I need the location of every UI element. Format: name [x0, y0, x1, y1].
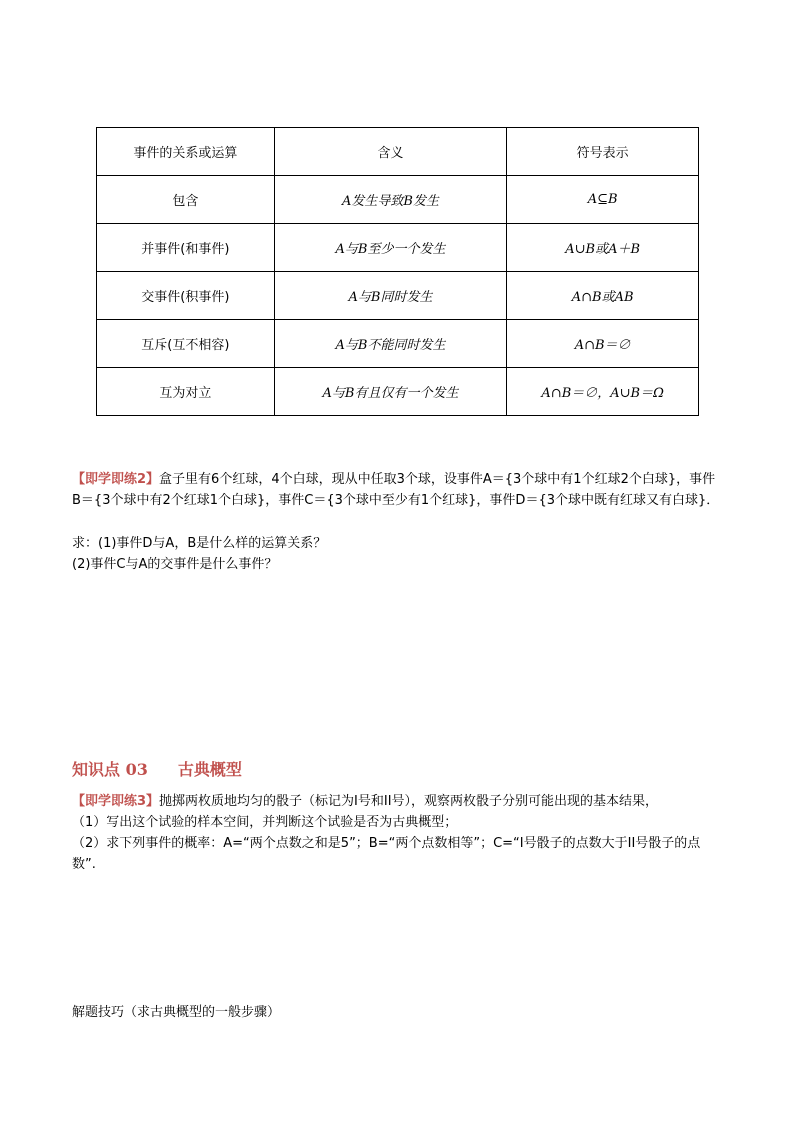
symbol-cell: A⊆B	[507, 176, 699, 224]
section-number: 知识点 03	[72, 760, 148, 779]
exercise-3-question-2: （2）求下列事件的概率：A=“两个点数之和是5”；B=“两个点数相等”；C=“I号骰子的点数大于II号骰子的点数”.	[72, 836, 701, 872]
relation-cell: 并事件(和事件)	[97, 224, 275, 272]
meaning-cell: A与B至少一个发生	[274, 224, 507, 272]
relation-cell: 包含	[97, 176, 275, 224]
header-symbol: 符号表示	[507, 128, 699, 176]
symbol-cell: A∩B或AB	[507, 272, 699, 320]
meaning-cell: A与B有且仅有一个发生	[274, 368, 507, 416]
exercise-3-question-1: （1）写出这个试验的样本空间，并判断这个试验是否为古典概型；	[72, 815, 458, 830]
relation-cell: 交事件(积事件)	[97, 272, 275, 320]
exercise-2-body: 盒子里有6个红球，4个白球，现从中任取3个球，设事件A＝{3个球中有1个红球2个白球}，事件B＝{3个球中有2个红球1个白球}，事件C＝{3个球中至少有1个红球}，事件D＝{3个球中既有红球又有白球}．	[72, 472, 720, 508]
section-heading	[72, 757, 242, 780]
relation-cell: 互斥(互不相容)	[97, 320, 275, 368]
exercise-2-question-2: (2)事件C与A的交事件是什么事件？	[72, 557, 278, 572]
table-row	[97, 176, 699, 224]
symbol-cell: A∩B＝∅	[507, 320, 699, 368]
meaning-cell: A发生导致B发生	[274, 176, 507, 224]
header-meaning: 含义	[274, 128, 507, 176]
exercise-3-text	[72, 791, 722, 812]
table-header-row	[97, 128, 699, 176]
exercise-2-question-1: 求：(1)事件D与A，B是什么样的运算关系？	[72, 536, 327, 551]
table-row	[97, 224, 699, 272]
section-title: 古典概型	[177, 760, 242, 779]
meaning-cell: A与B同时发生	[274, 272, 507, 320]
exercise-2-text	[72, 469, 722, 511]
exercise-3-tag: 【即学即练3】	[72, 794, 160, 809]
relation-cell: 互为对立	[97, 368, 275, 416]
meaning-cell: A与B不能同时发生	[274, 320, 507, 368]
exercise-3-body: 抛掷两枚质地均匀的骰子（标记为I号和II号），观察两枚骰子分别可能出现的基本结果，	[159, 794, 659, 809]
table-row	[97, 272, 699, 320]
table-row	[97, 368, 699, 416]
header-relation: 事件的关系或运算	[97, 128, 275, 176]
solving-tips-heading: 解题技巧（求古典概型的一般步骤）	[72, 1005, 281, 1020]
table-row	[97, 320, 699, 368]
symbol-cell: A∪B或A＋B	[507, 224, 699, 272]
event-relations-table	[96, 127, 699, 416]
exercise-2-tag: 【即学即练2】	[72, 472, 160, 487]
symbol-cell: A∩B＝∅，A∪B＝Ω	[507, 368, 699, 416]
